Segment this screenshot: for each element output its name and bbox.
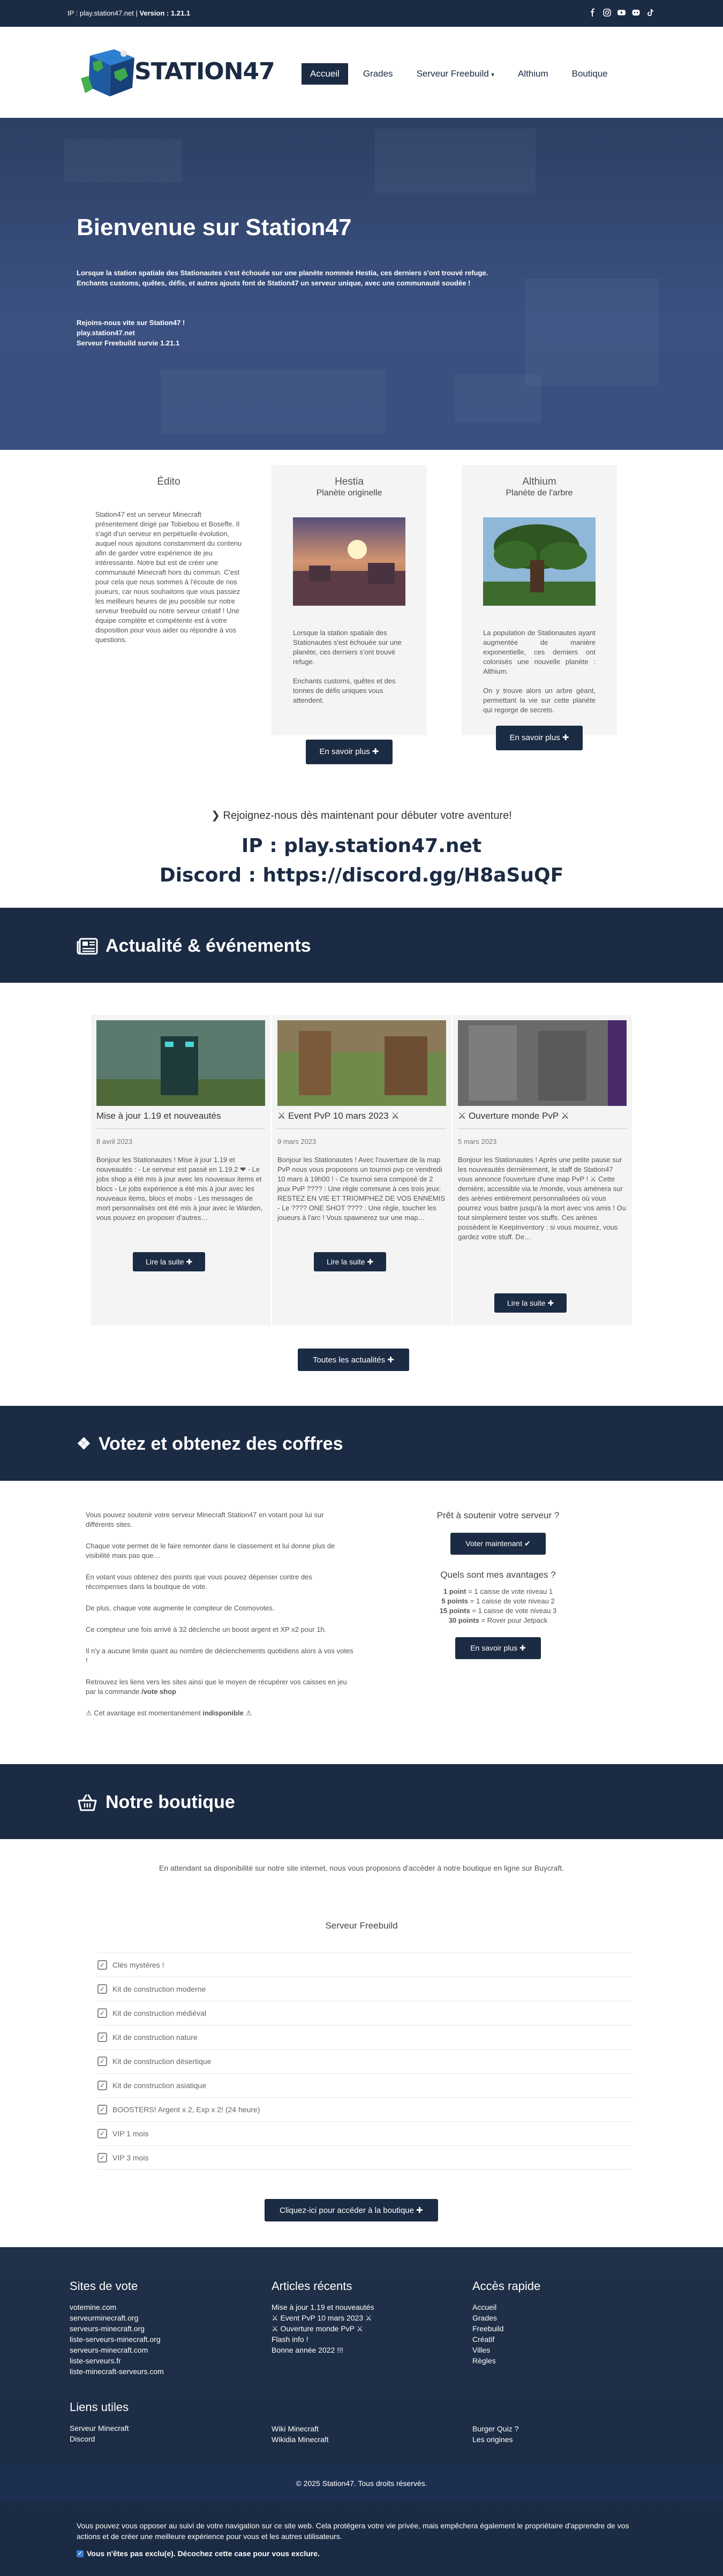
shop-item-label: VIP 1 mois bbox=[112, 2129, 149, 2138]
consent-text: Vous pouvez vous opposer au suivi de votre navigation sur ce site web. Cela protégera votre vie privée, mais empêchera également le propriétaire d'apprendre de vos actions et de créer une meilleure expérience pour vous et les autres utilisateurs. bbox=[77, 2521, 629, 2541]
althium-text-1: La population de Stationautes ayant augmentée de manière exponentielle, ces derniers ont colonisés une nouvelle planète : Althium. bbox=[483, 629, 596, 675]
footer-link[interactable]: Règles bbox=[472, 2356, 496, 2365]
hero-intro-line1: Lorsque la station spatiale des Stationautes s'est échouée sur une planète nommée Hestia, ces derniers s'ont trouvé refuge. bbox=[77, 269, 488, 277]
hestia-subtitle: Planète originelle bbox=[316, 488, 382, 498]
cta-line-text: Rejoignez-nous dès maintenant pour débuter votre aventure! bbox=[223, 810, 512, 822]
footer-link[interactable]: Créatif bbox=[472, 2335, 495, 2344]
vote-more-label: En savoir plus bbox=[470, 1644, 518, 1652]
hero-title: Bienvenue sur Station47 bbox=[77, 214, 352, 240]
chest-icon: ❖ bbox=[77, 1435, 91, 1453]
news-excerpt: Bonjour les Stationautes ! Avec l'ouverture de la map PvP nous vous proposons un tournoi pvp ce vendredi 10 mars à 19h00 ! - Ce tournoi sera composé de 2 jeux PvP ???? : Une règle commune à ces trois jeux: RESTEZ EN VIE ET TRIOMPHEZ DE VOS ENNEMIS - Le ???? ONE SHOT ???? : Une règle, toucher les joueurs à l'arc ! Vous spawnerez sur une map… bbox=[277, 1156, 446, 1222]
news-excerpt: Bonjour les Stationautes ! Après une petite pause sur les nouveautés dernièrement, le staff de Station47 vous annonce l'ouverture d'une map PvP ! ⚔ Cette dernière, accessible via le /monde, vous amènera sur des arènes entièrement personnalisées où vous pourrez vous battre jusqu'à la mort avec vos amis ! Ou tout simplement tester vos stuffs. Ces arènes possèdent le KeepInventory : si vous mourrez, vous gardez votre stuff. De… bbox=[458, 1156, 626, 1241]
shop-item-label: BOOSTERS! Argent x 2, Exp x 2! (24 heure) bbox=[112, 2105, 260, 2114]
site-footer bbox=[0, 2247, 723, 2576]
shop-item[interactable] bbox=[96, 1977, 632, 2001]
news-date: 8 avril 2023 bbox=[96, 1138, 133, 1146]
althium-image bbox=[483, 517, 596, 606]
nav-accueil[interactable]: Accueil bbox=[302, 63, 348, 85]
vote-paragraph: Il n'y a aucune limite quant au nombre de déclenchements quotidiens alors à vos votes ! bbox=[86, 1647, 353, 1664]
hero-join-line1: Rejoins-nous vite sur Station47 ! bbox=[77, 319, 185, 327]
news-title[interactable]: Mise à jour 1.19 et nouveautés bbox=[96, 1111, 265, 1129]
althium-more-button[interactable] bbox=[496, 726, 583, 750]
warning-icon: ⚠ bbox=[245, 1709, 252, 1717]
vote-paragraph: Ce compteur une fois arrivé à 32 déclenche un boost argent et XP x2 pour 1h. bbox=[86, 1625, 327, 1633]
news-card bbox=[272, 1015, 451, 1325]
site-header bbox=[0, 27, 723, 118]
shopping-basket-icon bbox=[77, 1793, 98, 1812]
shop-item[interactable] bbox=[96, 1953, 632, 1977]
hero-join-line3: Serveur Freebuild survie 1.21.1 bbox=[77, 339, 180, 347]
news-read-more-button[interactable] bbox=[314, 1252, 386, 1271]
footer-heading: Sites de vote bbox=[70, 2279, 138, 2293]
footer-link[interactable]: Discord bbox=[70, 2435, 95, 2443]
plus-icon: ✚ bbox=[519, 1644, 526, 1652]
footer-link[interactable]: liste-serveurs.fr bbox=[70, 2356, 121, 2365]
checkbox-icon: ✓ bbox=[97, 2032, 107, 2042]
vote-command: /vote shop bbox=[141, 1688, 177, 1696]
footer-vote-sites bbox=[70, 2279, 273, 2444]
server-info: IP : play.station47.net | Version : 1.21.1 bbox=[67, 9, 191, 17]
footer-link[interactable]: Flash info ! bbox=[272, 2335, 308, 2344]
news-thumbnail bbox=[277, 1020, 446, 1106]
checkbox-icon: ✓ bbox=[97, 2081, 107, 2090]
footer-heading: Liens utiles bbox=[70, 2400, 129, 2414]
advantage-item bbox=[418, 1587, 578, 1596]
read-more-label: Lire la suite bbox=[146, 1257, 184, 1266]
check-icon: ✔ bbox=[524, 1539, 531, 1548]
nav-serveur-freebuild[interactable] bbox=[408, 63, 503, 85]
plus-icon: ✚ bbox=[547, 1299, 554, 1307]
checkbox-icon: ✓ bbox=[97, 2105, 107, 2114]
vote-warning-strong: indisponible bbox=[202, 1709, 244, 1717]
hestia-card bbox=[272, 465, 427, 756]
newspaper-icon bbox=[77, 937, 98, 956]
join-cta bbox=[0, 809, 723, 886]
nav-serveur-freebuild-label: Serveur Freebuild bbox=[416, 69, 489, 79]
hero-intro bbox=[77, 268, 623, 288]
news-read-more-button[interactable] bbox=[494, 1293, 567, 1313]
read-more-label: Lire la suite bbox=[507, 1299, 546, 1307]
shop-items-list bbox=[96, 1953, 632, 2170]
tracking-consent bbox=[77, 2520, 650, 2559]
checkbox-icon: ✓ bbox=[97, 2057, 107, 2066]
social-links bbox=[589, 9, 654, 17]
vote-more-button[interactable] bbox=[455, 1637, 541, 1659]
site-logo[interactable] bbox=[77, 46, 275, 100]
vote-paragraph: Vous pouvez soutenir votre serveur Minecraft Station47 en votant pour lui sur différents sites. bbox=[86, 1511, 324, 1528]
vote-paragraph: En votant vous obtenez des points que vous pouvez dépenser contre des récompenses dans la boutique de vote. bbox=[86, 1573, 312, 1591]
shop-item[interactable] bbox=[96, 2001, 632, 2025]
althium-more-label: En savoir plus bbox=[509, 733, 560, 742]
footer-link[interactable]: ⚔ Ouverture monde PvP ⚔ bbox=[272, 2324, 364, 2333]
news-thumbnail bbox=[458, 1020, 627, 1106]
vote-band-label: Votez et obtenez des coffres bbox=[98, 1434, 343, 1454]
footer-link[interactable]: serveurs-minecraft.com bbox=[70, 2346, 148, 2354]
news-date: 5 mars 2023 bbox=[458, 1138, 497, 1146]
footer-link[interactable]: Villes bbox=[472, 2346, 491, 2354]
advantage-reward: = 1 caisse de vote niveau 2 bbox=[468, 1597, 555, 1605]
hestia-more-label: En savoir plus bbox=[319, 747, 370, 756]
footer-link[interactable]: liste-minecraft-serveurs.com bbox=[70, 2367, 164, 2376]
shop-item-label: Kit de construction asiatique bbox=[112, 2081, 207, 2090]
footer-articles bbox=[272, 2279, 475, 2445]
logo-wordmark: STATION47 bbox=[134, 58, 275, 85]
footer-quick-access bbox=[472, 2279, 676, 2445]
shop-item[interactable] bbox=[96, 2145, 632, 2170]
hero-intro-line2: Enchants customs, quêtes, défis, et autres ajouts font de Station47 un serveur unique, avec une communauté soudée ! bbox=[77, 279, 471, 287]
shop-title: Serveur Freebuild bbox=[325, 1920, 398, 1931]
footer-link[interactable]: Grades bbox=[472, 2314, 497, 2322]
copyright: © 2025 Station47. Tous droits réservés. bbox=[0, 2464, 723, 2503]
althium-card bbox=[462, 465, 617, 742]
plus-icon: ✚ bbox=[387, 1355, 394, 1365]
shop-item-label: VIP 3 mois bbox=[112, 2153, 149, 2162]
facebook-icon[interactable] bbox=[589, 9, 597, 17]
footer-link[interactable]: Wiki Minecraft bbox=[272, 2424, 319, 2433]
shop-item[interactable] bbox=[96, 2097, 632, 2121]
checkbox-icon: ✓ bbox=[97, 1960, 107, 1970]
main-nav bbox=[302, 63, 623, 85]
advantage-item bbox=[418, 1616, 578, 1625]
news-band-label: Actualité & événements bbox=[106, 936, 311, 956]
footer-link[interactable]: votemine.com bbox=[70, 2303, 117, 2311]
footer-link[interactable]: serveurs-minecraft.org bbox=[70, 2324, 145, 2333]
edito-text: Station47 est un serveur Minecraft présentement dirigé par Tobiebou et Boseffe. Il s'agit d'un serveur en perpétuelle évolution, auquel nous ajoutons constamment du contenu afin de garder votre expérience de jeu intéressante. Notre but est de créer une communauté Minecraft hors du commun. C'est pour cela que nous sommes à l'écoute de nos joueurs, car nous souhaitons que vous passiez les meilleurs heures de jeu possible sur notre serveur freebuild ou notre serveur créatif ! Une équipe complète et compétente est à votre disposition pour vous aider ou répondre à vos questions. bbox=[95, 510, 242, 644]
checkbox-icon: ✓ bbox=[97, 2008, 107, 2018]
shop-item[interactable] bbox=[96, 2025, 632, 2049]
footer-link[interactable]: serveurminecraft.org bbox=[70, 2314, 139, 2322]
top-bar bbox=[0, 0, 723, 27]
vote-now-button[interactable] bbox=[450, 1533, 545, 1555]
shop-item-label: Kit de construction moderne bbox=[112, 1985, 206, 1993]
news-thumbnail bbox=[96, 1020, 265, 1106]
vote-panel-title: Prêt à soutenir votre serveur ? bbox=[436, 1510, 560, 1520]
shop-item-label: Clés mystères ! bbox=[112, 1961, 164, 1969]
advantages-list bbox=[418, 1587, 578, 1625]
shop-item-label: Kit de construction médiéval bbox=[112, 2009, 207, 2017]
hestia-text-1: Lorsque la station spatiale des Stationautes s'est échouée sur une planète, ces derniers s'ont trouvé refuge. bbox=[293, 629, 402, 666]
consent-checkbox[interactable]: ✓ bbox=[77, 2550, 84, 2557]
footer-link[interactable]: Freebuild bbox=[472, 2324, 504, 2333]
hero-banner bbox=[0, 118, 723, 450]
news-band bbox=[0, 908, 723, 983]
hestia-image bbox=[293, 517, 405, 606]
nav-boutique[interactable]: Boutique bbox=[571, 69, 608, 79]
news-card bbox=[453, 1015, 632, 1325]
all-news-button[interactable] bbox=[298, 1349, 409, 1371]
advantage-item bbox=[418, 1596, 578, 1606]
hestia-title: Hestia bbox=[335, 476, 364, 487]
news-date: 9 mars 2023 bbox=[277, 1138, 317, 1146]
advantage-points: 15 points bbox=[439, 1607, 470, 1615]
footer-link[interactable]: Accueil bbox=[472, 2303, 497, 2311]
plus-icon: ✚ bbox=[367, 1257, 374, 1266]
vote-warning-text: ⚠ Cet avantage est momentanément bbox=[86, 1709, 201, 1717]
vote-paragraph: Chaque vote permet de le faire remonter dans le classement et lui donne plus de visibilité mais pas que… bbox=[86, 1542, 335, 1560]
cta-discord[interactable]: Discord : https://discord.gg/H8aSuQF bbox=[159, 864, 564, 886]
footer-link[interactable]: Burger Quiz ? bbox=[472, 2424, 519, 2433]
advantage-item bbox=[418, 1606, 578, 1616]
advantages-title: Quels sont mes avantages ? bbox=[440, 1570, 556, 1580]
footer-link[interactable]: Serveur Minecraft bbox=[70, 2424, 129, 2432]
discord-icon[interactable] bbox=[632, 9, 640, 17]
news-card bbox=[91, 1015, 270, 1325]
shop-band-label: Notre boutique bbox=[106, 1792, 235, 1812]
hero-join-line2: play.station47.net bbox=[77, 329, 135, 337]
checkbox-icon: ✓ bbox=[97, 1984, 107, 1994]
footer-link[interactable]: liste-serveurs-minecraft.org bbox=[70, 2335, 161, 2344]
footer-link[interactable]: Wikidia Minecraft bbox=[272, 2435, 329, 2444]
advantage-points: 1 point bbox=[443, 1587, 466, 1595]
all-news-label: Toutes les actualités bbox=[313, 1355, 386, 1365]
althium-subtitle: Planète de l'arbre bbox=[506, 488, 573, 498]
advantage-reward: = 1 caisse de vote niveau 3 bbox=[470, 1607, 557, 1615]
consent-checkbox-label: Vous n'êtes pas exclu(e). Décochez cette case pour vous exclure. bbox=[87, 2549, 320, 2558]
vote-now-label: Voter maintenant bbox=[465, 1539, 523, 1548]
checkbox-icon: ✓ bbox=[97, 2153, 107, 2163]
footer-heading: Articles récents bbox=[272, 2279, 352, 2293]
read-more-label: Lire la suite bbox=[327, 1257, 365, 1266]
shop-band-title bbox=[77, 1792, 235, 1813]
vote-band-title bbox=[77, 1434, 343, 1455]
cta-line bbox=[0, 809, 723, 822]
footer-link[interactable]: Les origines bbox=[472, 2435, 513, 2444]
shop-access-label: Cliquez-ici pour accéder à la boutique bbox=[280, 2206, 414, 2215]
footer-heading: Accès rapide bbox=[472, 2279, 541, 2293]
vote-paragraph: De plus, chaque vote augmente le compteur de Cosmovotes. bbox=[86, 1604, 275, 1612]
news-read-more-button[interactable] bbox=[133, 1252, 205, 1271]
hestia-text-2: Enchants customs, quêtes et des tonnes de défis uniques vous attendent. bbox=[293, 677, 396, 704]
plus-icon: ✚ bbox=[416, 2206, 423, 2215]
althium-text-2: On y trouve alors un arbre géant, permettant la vie sur cette planète qui regorge de secrets. bbox=[483, 687, 596, 714]
news-title[interactable]: ⚔ Event PvP 10 mars 2023 ⚔ bbox=[277, 1111, 446, 1129]
nav-grades[interactable]: Grades bbox=[363, 69, 393, 79]
shop-item-label: Kit de construction nature bbox=[112, 2033, 198, 2042]
shop-item[interactable] bbox=[96, 2049, 632, 2073]
vote-band bbox=[0, 1406, 723, 1481]
instagram-icon[interactable] bbox=[603, 9, 611, 17]
consent-checkbox-row[interactable] bbox=[77, 2548, 650, 2559]
shop-item-label: Kit de construction désertique bbox=[112, 2057, 212, 2066]
hero-join bbox=[77, 318, 185, 348]
edito-title: Édito bbox=[157, 476, 180, 487]
server-ip: IP : play.station47.net bbox=[67, 9, 134, 17]
shop-band bbox=[0, 1764, 723, 1839]
plus-icon: ✚ bbox=[186, 1257, 193, 1266]
vote-paragraph-text: Retrouvez les liens vers les sites ainsi que le moyen de récupérer vos caisses en jeu par la commande bbox=[86, 1678, 347, 1696]
vote-warning bbox=[86, 1708, 353, 1718]
althium-title: Althium bbox=[522, 476, 556, 487]
news-title[interactable]: ⚔ Ouverture monde PvP ⚔ bbox=[458, 1111, 627, 1129]
footer-link[interactable]: Bonne année 2022 !!! bbox=[272, 2346, 343, 2354]
footer-link[interactable]: ⚔ Event PvP 10 mars 2023 ⚔ bbox=[272, 2314, 372, 2322]
news-excerpt: Bonjour les Stationautes ! Mise à jour 1.19 et nouveautés : - Le serveur est passé en 1.19.2 ❤ - Le jobs shop a été mis à jour avec les nouveaux items et blocs - Le jobs expérience a été mis à jour avec les nouveaux items, blocs et mobs - Les messages de mort personnalisés ont été mis à jour avec le Warden, vous pouvez en proposer d'autres… bbox=[96, 1156, 263, 1222]
chevron-down-icon: ▾ bbox=[491, 72, 494, 78]
shop-intro: En attendant sa disponibilité sur notre site internet, nous vous proposons d'accéder à notre boutique en ligne sur Buycraft. bbox=[159, 1864, 564, 1872]
advantage-points: 30 points bbox=[448, 1616, 479, 1624]
tiktok-icon[interactable] bbox=[646, 9, 654, 17]
logo-cube-icon bbox=[77, 46, 141, 100]
youtube-icon[interactable] bbox=[617, 9, 626, 17]
vote-paragraph bbox=[86, 1677, 353, 1697]
checkbox-icon: ✓ bbox=[97, 2129, 107, 2138]
shop-item[interactable] bbox=[96, 2073, 632, 2097]
shop-item[interactable] bbox=[96, 2121, 632, 2145]
advantage-reward: = Rover pour Jetpack bbox=[479, 1616, 548, 1624]
advantage-reward: = 1 caisse de vote niveau 1 bbox=[466, 1587, 553, 1595]
news-band-title bbox=[77, 936, 311, 956]
chevron-right-icon: ❯ bbox=[211, 810, 220, 822]
shop-access-button[interactable] bbox=[265, 2199, 438, 2221]
edito-column bbox=[91, 465, 246, 645]
plus-icon: ✚ bbox=[562, 733, 569, 742]
nav-althium[interactable]: Althium bbox=[517, 69, 548, 79]
plus-icon: ✚ bbox=[372, 747, 379, 756]
vote-description bbox=[86, 1510, 353, 1730]
advantage-points: 5 points bbox=[441, 1597, 469, 1605]
hestia-more-button[interactable] bbox=[306, 740, 393, 764]
server-version: Version : 1.21.1 bbox=[139, 9, 191, 17]
cta-ip: IP : play.station47.net bbox=[241, 835, 482, 857]
footer-link[interactable]: Mise à jour 1.19 et nouveautés bbox=[272, 2303, 374, 2311]
vote-panel bbox=[418, 1510, 578, 1659]
